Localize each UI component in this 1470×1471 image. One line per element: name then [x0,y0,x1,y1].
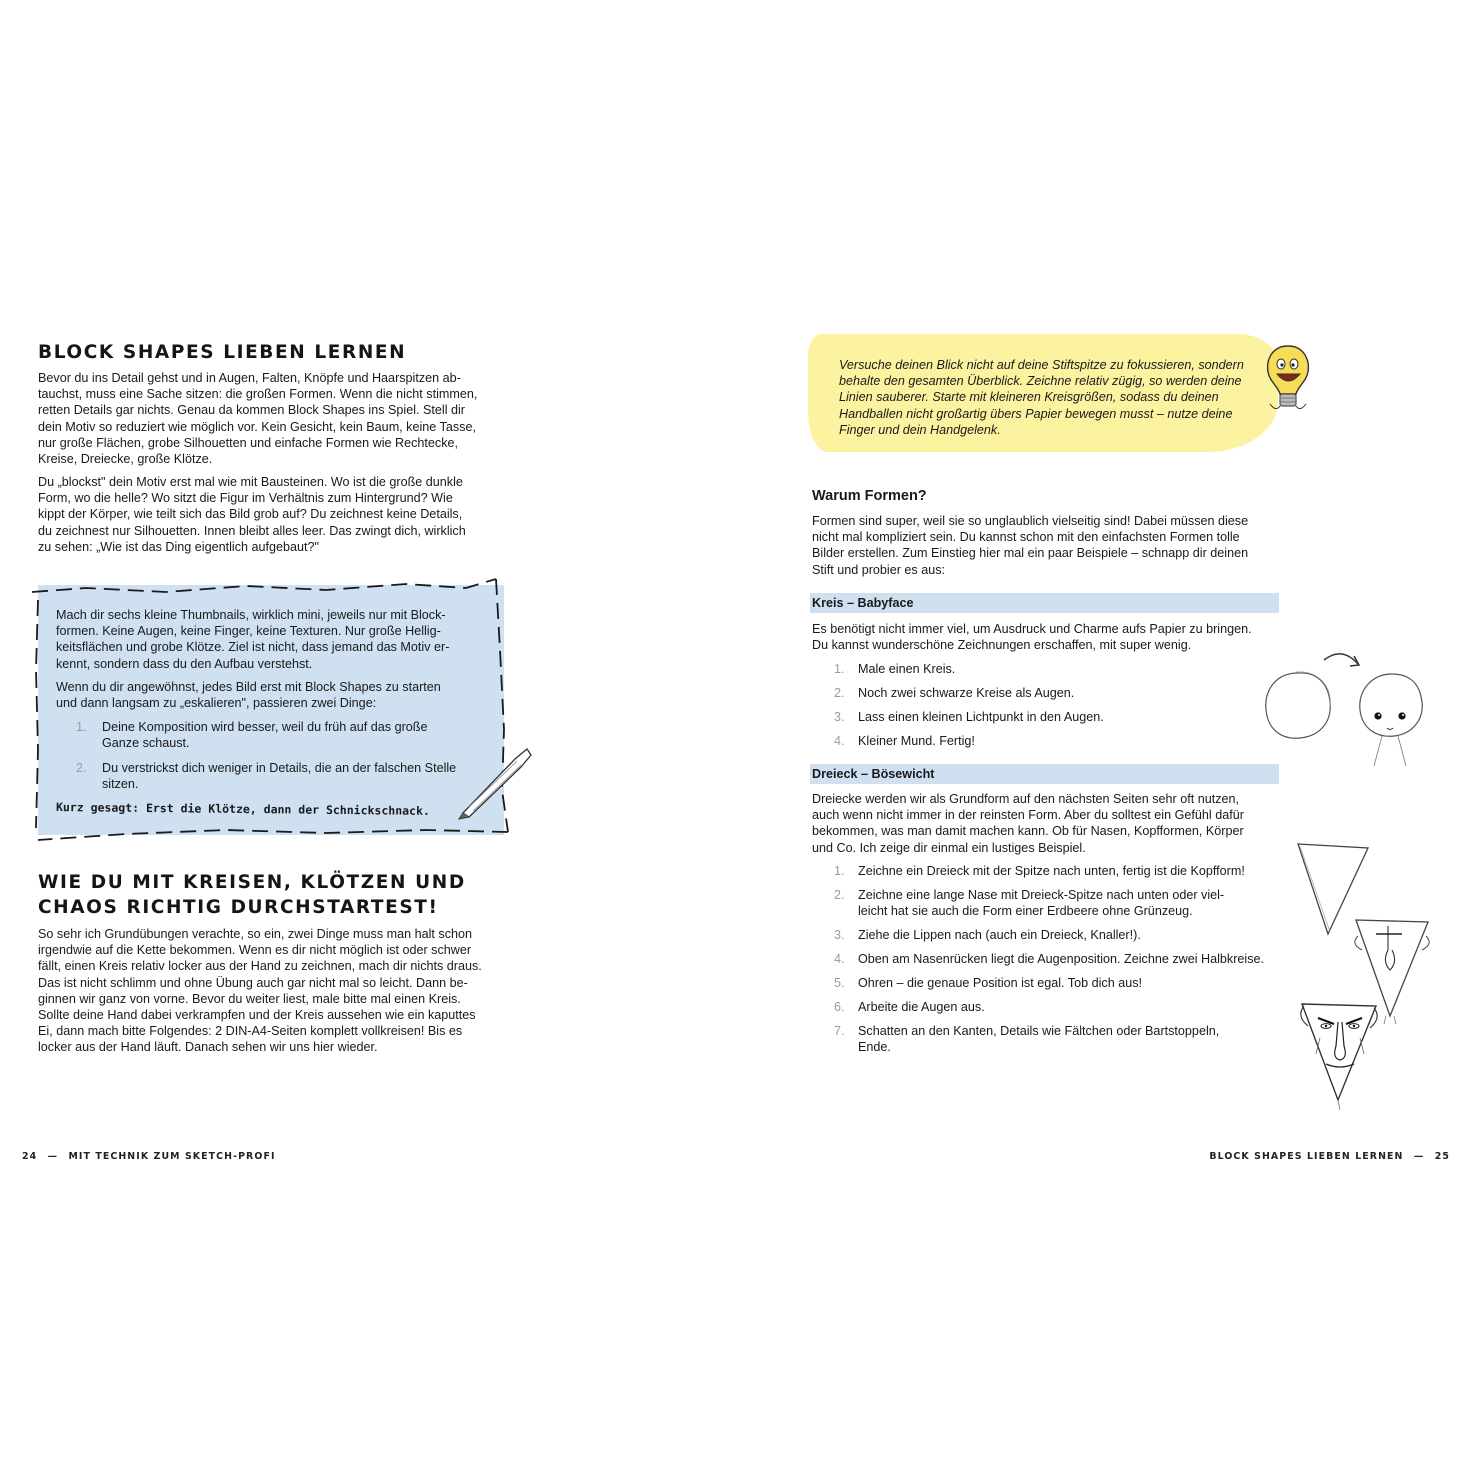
title-line: WIE DU MIT KREISEN, KLÖTZEN UND [38,872,466,893]
list-number: 5. [834,976,845,991]
dreieck-intro [812,791,1287,856]
list-number: 6. [834,1000,845,1015]
list-number: 4. [834,734,845,748]
circle-sketches [1258,648,1438,773]
text-line: Dreiecke werden wir als Grundform auf den nächsten Seiten sehr oft nutzen, [812,792,1240,806]
band-dreieck: Dreieck – Bösewicht [810,764,1279,784]
list-item [812,975,1282,991]
list-item [812,863,1282,879]
text-line: auch wenn nicht immer in der reinsten Form. Aber du solltest ein Gefühl dafür [812,808,1244,823]
footer-dash: — [47,1151,59,1162]
pen-icon [455,745,535,820]
text-line: Du verstrickst dich weniger in Details, die an der falschen Stelle [102,760,457,775]
text-line: ginnen wir ganz von vorne. Bevor du weiter liest, male bitte mal einen Kreis. [38,991,461,1006]
text-line: Ganze schaust. [102,736,190,751]
text-line: retten Details gar nichts. Genau da kommen Block Shapes ins Spiel. Stell dir [38,403,466,418]
text-line: Du „blockst" dein Motiv erst mal wie mit Bausteinen. Wo ist die große dunkle [38,475,463,489]
page-number: 25 [1434,1151,1450,1162]
text-line: Handballen nicht großartig übers Papier bewegen musst – nutze deine [839,406,1233,421]
step-text: Arbeite die Augen aus. [858,1000,985,1015]
text-line: keitsflächen und grobe Klötze. Ziel ist nicht, dass jemand das Motiv er- [56,640,450,655]
step-text: Oben am Nasenrücken liegt die Augenposition. Zeichne zwei Halbkreise. [858,952,1265,967]
nose-triangle-sketch [1355,920,1429,1024]
text-line: Linien sauberer. Starte mit kleineren Kreisgrößen, sodass du deinen [839,390,1219,405]
list-number: 1. [834,864,845,878]
step-text: leicht hat sie auch die Form einer Erdbeere ohne Grünzeug. [858,904,1193,919]
villain-sketch [1301,1004,1377,1110]
text-line: formen. Keine Augen, keine Finger, keine Texturen. Nur große Hellig- [56,624,441,639]
text-line: zu sehen: „Wie ist das Ding eigentlich aufgebaut?" [38,539,319,554]
section-title-circles [38,870,466,920]
text-line: Form, wo die helle? Wo sitzt die Figur im Verhältnis zum Hintergrund? Wie [38,491,453,506]
section-title-block-shapes: BLOCK SHAPES LIEBEN LERNEN [38,342,407,363]
running-title: BLOCK SHAPES LIEBEN LERNEN [1209,1151,1404,1162]
list-item [56,719,486,751]
list-number: 7. [834,1024,845,1039]
circle-sketch [1266,672,1330,738]
text-line: Bilder erstellen. Zum Einstieg hier mal ein paar Beispiele – schnapp dir deinen [812,546,1249,561]
text-line: nur große Flächen, grobe Silhouetten und einfache Formen wie Rechtecke, [38,435,459,450]
text-line: Sollte deine Hand dabei verkrampfen und der Kreis aussehen wie ein kaputtes [38,1008,476,1023]
list-number: 1. [76,720,87,735]
tip-text [839,357,1264,438]
page-number: 24 [22,1151,38,1162]
list-number: 1. [834,662,845,676]
text-line: und Co. Ich zeige dir einmal ein lustiges Beispiel. [812,840,1086,855]
list-item [812,733,1272,749]
text-line: kippt der Körper, wie teilt sich das Bild grob auf? Du zeichnest keine Details, [38,507,463,522]
footer-dash: — [1413,1151,1425,1162]
intro-paragraph [38,370,508,467]
exercise-box-text [55,607,486,818]
footer-left [22,1151,276,1162]
list-item [812,999,1282,1015]
text-line: Du kannst wunderschöne Zeichnungen erschaffen, mit super wenig. [812,638,1192,653]
list-number: 2. [834,686,845,700]
list-number: 3. [834,710,845,724]
text-line: behalte den gesamten Überblick. Zeichne relativ zügig, so werden deine [839,374,1242,389]
text-line: fällt, einen Kreis relativ locker aus der Hand zu zeichnen, mach dir nichts draus. [38,959,482,974]
step-text: Noch zwei schwarze Kreise als Augen. [858,686,1075,700]
list-item [812,887,1282,919]
text-line: kennt, sondern dass du den Aufbau verstehst. [56,656,313,671]
text-line: Wenn du dir angewöhnst, jedes Bild erst mit Block Shapes zu starten [56,679,441,694]
text-line: Das ist nicht schlimm und ohne Übung auch gar nicht mal so leicht. Dann be- [38,975,468,990]
kreis-intro [812,621,1282,653]
step-text: Ziehe die Lippen nach (auch ein Dreieck, Knaller!). [858,928,1141,943]
text-line: So sehr ich Grundübungen verachte, so ein, zwei Dinge muss man halt schon [38,927,473,941]
blocking-paragraph [38,474,508,555]
list-item [812,685,1272,701]
list-item [56,760,486,792]
text-line: Versuche deinen Blick nicht auf deine Stiftspitze zu fokussieren, sondern [839,358,1244,372]
text-line: bekommen, was man damit machen kann. Ob für Nasen, Kopfformen, Körper [812,824,1244,839]
text-line: tauchst, muss eine Sache sitzen: die großen Formen. Wenn die nicht stimmen, [38,387,478,402]
step-text: Zeichne eine lange Nase mit Dreieck-Spitze nach unten oder viel- [858,888,1225,902]
text-line: Kreise, Dreiecke, große Klötze. [38,452,213,467]
list-number: 2. [76,760,87,775]
list-item [812,709,1272,725]
circles-paragraph [38,926,513,1056]
list-item [812,661,1272,677]
text-line: irgendwie auf die Kette bekommen. Wenn es dir nicht möglich ist oder schwer [38,943,472,958]
shapes-paragraph [812,513,1282,578]
kreis-steps [812,661,1272,757]
band-kreis: Kreis – Babyface [810,593,1279,613]
dreieck-steps [812,863,1282,1063]
running-title: MIT TECHNIK ZUM SKETCH-PROFI [68,1151,276,1162]
step-text: Ende. [858,1040,891,1055]
list-number: 3. [834,928,845,943]
step-text: Ohren – die genaue Position ist egal. Tob dich aus! [858,976,1143,991]
text-line: du zeichnest nur Silhouetten. Innen bleibt alles leer. Das zwingt dich, wirklich [38,523,466,538]
step-text: Zeichne ein Dreieck mit der Spitze nach unten, fertig ist die Kopfform! [858,864,1245,878]
text-line: locker aus der Hand läuft. Danach sehen wir uns hier wieder. [38,1040,378,1055]
handwritten-summary: Kurz gesagt: Erst die Klötze, dann der Schnickschnack. [55,800,430,818]
step-text: Kleiner Mund. Fertig! [858,734,975,748]
text-line: und dann langsam zu „eskalieren", passieren zwei Dinge: [56,696,377,711]
step-text: Male einen Kreis. [858,662,956,676]
text-line: Bevor du ins Detail gehst und in Augen, Falten, Knöpfe und Haarspitzen ab- [38,371,461,385]
text-line: nicht mal kompliziert sein. Du kannst schon mit den einfachsten Formen tolle [812,530,1240,545]
title-line: CHAOS RICHTIG DURCHSTARTEST! [38,897,439,918]
list-item [812,951,1282,967]
text-line: Mach dir sechs kleine Thumbnails, wirklich mini, jeweils nur mit Block- [56,608,446,622]
triangle-sketches [1290,838,1440,1113]
text-line: Es benötigt nicht immer viel, um Ausdruck und Charme aufs Papier zu bringen. [812,622,1252,636]
list-number: 4. [834,952,845,967]
text-line: Stift und probier es aus: [812,562,946,577]
list-item [812,927,1282,943]
step-text: Schatten an den Kanten, Details wie Fältchen oder Bartstoppeln, [858,1024,1220,1039]
text-line: dein Motiv so reduziert wie möglich vor. Kein Gesicht, kein Baum, keine Tasse, [38,419,476,434]
subhead-why-shapes: Warum Formen? [812,488,927,504]
text-line: sitzen. [102,776,139,791]
list-item [812,1023,1282,1055]
text-line: Formen sind super, weil sie so unglaublich vielseitig sind! Dabei müssen diese [812,514,1249,528]
lightbulb-mascot-icon [1262,342,1314,424]
text-line: Ei, dann mach bitte Folgendes: 2 DIN-A4-Seiten komplett vollkreisen! Bis es [38,1024,463,1039]
footer-right [1209,1151,1450,1162]
text-line: Finger und dein Handgelenk. [839,422,1001,437]
list-number: 2. [834,888,845,902]
step-text: Lass einen kleinen Lichtpunkt in den Augen. [858,710,1104,724]
text-line: Deine Komposition wird besser, weil du früh auf das große [102,720,428,735]
baby-face-sketch [1360,674,1422,766]
